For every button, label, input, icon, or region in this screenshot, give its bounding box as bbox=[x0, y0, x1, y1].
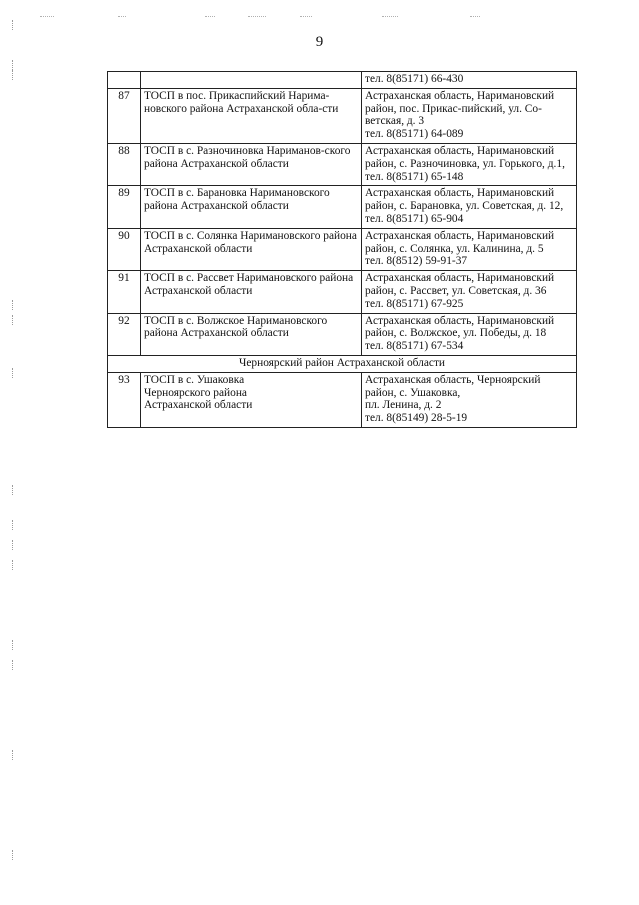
office-name: ТОСП в с. Солянка Наримановского района Астраханской области bbox=[141, 228, 362, 270]
num-cell bbox=[108, 72, 141, 89]
scan-artifacts-top bbox=[0, 16, 639, 22]
address-text: Астраханская область, Наримановский район, с. Солянка, ул. Калинина, д. 5 bbox=[365, 229, 555, 255]
table-row bbox=[108, 228, 577, 270]
row-number: 88 bbox=[108, 143, 141, 185]
row-number: 90 bbox=[108, 228, 141, 270]
address-cell bbox=[362, 372, 577, 427]
phone-text: тел. 8(85171) 65-904 bbox=[365, 212, 464, 225]
section-row bbox=[108, 355, 577, 372]
address-cell bbox=[362, 271, 577, 313]
row-number: 92 bbox=[108, 313, 141, 355]
address-cell bbox=[362, 143, 577, 185]
table-row bbox=[108, 271, 577, 313]
address-text: Астраханская область, Наримановский район, с. Разночиновка, ул. Горького, д.1, bbox=[365, 144, 565, 170]
office-name: ТОСП в с. Барановка Наримановского района Астраханской области bbox=[141, 186, 362, 228]
office-name-line: Астраханской области bbox=[144, 399, 253, 412]
row-number: 93 bbox=[108, 372, 141, 427]
table-row-continuation bbox=[108, 72, 577, 89]
table-row bbox=[108, 372, 577, 427]
address-text: Астраханская область, Черноярский район, с. Ушаковка, bbox=[365, 373, 541, 399]
office-name: ТОСП в с. Разночиновка Нариманов-ского района Астраханской области bbox=[141, 143, 362, 185]
row-number: 89 bbox=[108, 186, 141, 228]
address-text: Астраханская область, Наримановский район, с. Барановка, ул. Советская, д. 12, bbox=[365, 187, 564, 213]
phone-text: тел. 8(85171) 65-148 bbox=[365, 170, 464, 183]
table-row bbox=[108, 186, 577, 228]
binding-hole-marks bbox=[12, 0, 26, 905]
address-cell bbox=[362, 88, 577, 143]
office-name-line: Черноярского района bbox=[144, 386, 247, 399]
address-cell bbox=[362, 186, 577, 228]
office-name: ТОСП в пос. Прикаспийский Нарима-новского района Астраханской обла-сти bbox=[141, 88, 362, 143]
table-row bbox=[108, 313, 577, 355]
page-number: 9 bbox=[315, 34, 324, 50]
address-text: Астраханская область, Наримановский район, с. Волжское, ул. Победы, д. 18 bbox=[365, 314, 555, 340]
row-number: 91 bbox=[108, 271, 141, 313]
phone-text: тел. 8(85171) 64-089 bbox=[365, 128, 464, 141]
phone-text: тел. 8(85171) 66-430 bbox=[365, 73, 464, 85]
address-cell bbox=[362, 72, 577, 89]
address-cell bbox=[362, 228, 577, 270]
name-cell bbox=[141, 72, 362, 89]
address-text: пл. Ленина, д. 2 bbox=[365, 399, 442, 412]
office-name: ТОСП в с. Волжское Наримановского района Астраханской области bbox=[141, 313, 362, 355]
phone-text: тел. 8(8512) 59-91-37 bbox=[365, 255, 468, 268]
office-name bbox=[141, 372, 362, 427]
office-name-line: ТОСП в с. Ушаковка bbox=[144, 373, 245, 386]
row-number: 87 bbox=[108, 88, 141, 143]
table-row bbox=[108, 88, 577, 143]
registry-table bbox=[107, 71, 577, 428]
office-name: ТОСП в с. Рассвет Наримановского района Астраханской области bbox=[141, 271, 362, 313]
section-heading: Черноярский район Астраханской области bbox=[108, 355, 577, 372]
phone-text: тел. 8(85171) 67-925 bbox=[365, 297, 464, 310]
phone-text: тел. 8(85149) 28-5-19 bbox=[365, 412, 468, 425]
address-cell bbox=[362, 313, 577, 355]
address-text: Астраханская область, Наримановский район, с. Рассвет, ул. Советская, д. 36 bbox=[365, 272, 555, 297]
table-row bbox=[108, 143, 577, 185]
phone-text: тел. 8(85171) 67-534 bbox=[365, 340, 464, 353]
address-text: Астраханская область, Наримановский район, пос. Прикас-пийский, ул. Со-ветская, д. 3 bbox=[365, 89, 555, 128]
